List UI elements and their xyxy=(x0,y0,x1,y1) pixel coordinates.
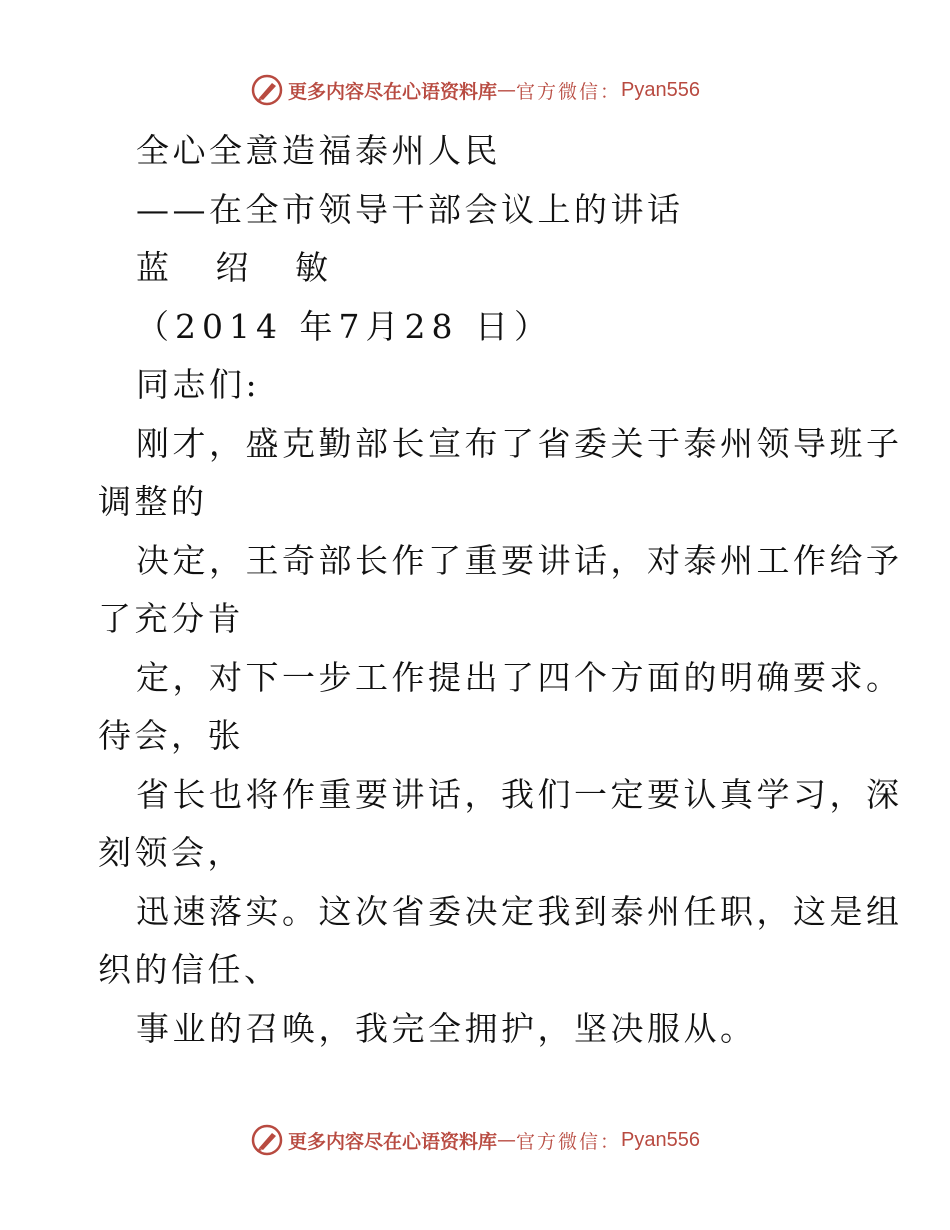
watermark-wechat-id: Pyan556 xyxy=(621,78,700,101)
watermark-label: 官方微信： xyxy=(516,80,622,103)
body-line: 织的信任、 xyxy=(98,950,281,989)
body-line: 定，对下一步工作提出了四个方面的明确要求。 xyxy=(136,657,903,697)
body-line: 了充分肯 xyxy=(98,599,244,638)
document-title: 全心全意造福泰州人民 xyxy=(136,131,501,170)
body-line: 刚才，盛克勤部长宣布了省委关于泰州领导班子 xyxy=(136,423,903,463)
body-line: 迅速落实。这次省委决定我到泰州任职，这是组 xyxy=(136,891,903,931)
watermark-separator: — xyxy=(497,79,517,101)
body-line: 调整的 xyxy=(98,482,208,521)
document-author: 蓝 绍 敏 xyxy=(136,248,346,287)
watermark-wechat-id: Pyan556 xyxy=(621,1128,700,1151)
watermark-separator: — xyxy=(497,1129,517,1151)
document-date: （2014 年7月28 日） xyxy=(136,306,553,346)
watermark-brand-text: 更多内容尽在心语资料库 xyxy=(288,80,498,103)
body-line: 决定，王奇部长作了重要讲话，对泰州工作给予 xyxy=(136,540,903,580)
pen-logo-icon xyxy=(250,1123,284,1157)
footer-watermark xyxy=(0,1122,950,1158)
document-paragraph xyxy=(98,415,903,1059)
header-watermark xyxy=(0,72,950,108)
body-line: 事业的召唤，我完全拥护，坚决服从。 xyxy=(136,1008,757,1048)
document-subtitle: ——在全市领导干部会议上的讲话 xyxy=(136,189,684,229)
pen-logo-icon xyxy=(250,73,284,107)
body-line: 刻领会， xyxy=(98,833,244,872)
body-line: 省长也将作重要讲话，我们一定要认真学习，深 xyxy=(136,774,903,814)
document-body xyxy=(98,122,903,1058)
watermark-brand-text: 更多内容尽在心语资料库 xyxy=(288,1130,498,1153)
document-salutation: 同志们: xyxy=(136,365,261,404)
body-line: 待会，张 xyxy=(98,716,244,755)
watermark-label: 官方微信： xyxy=(516,1130,622,1153)
